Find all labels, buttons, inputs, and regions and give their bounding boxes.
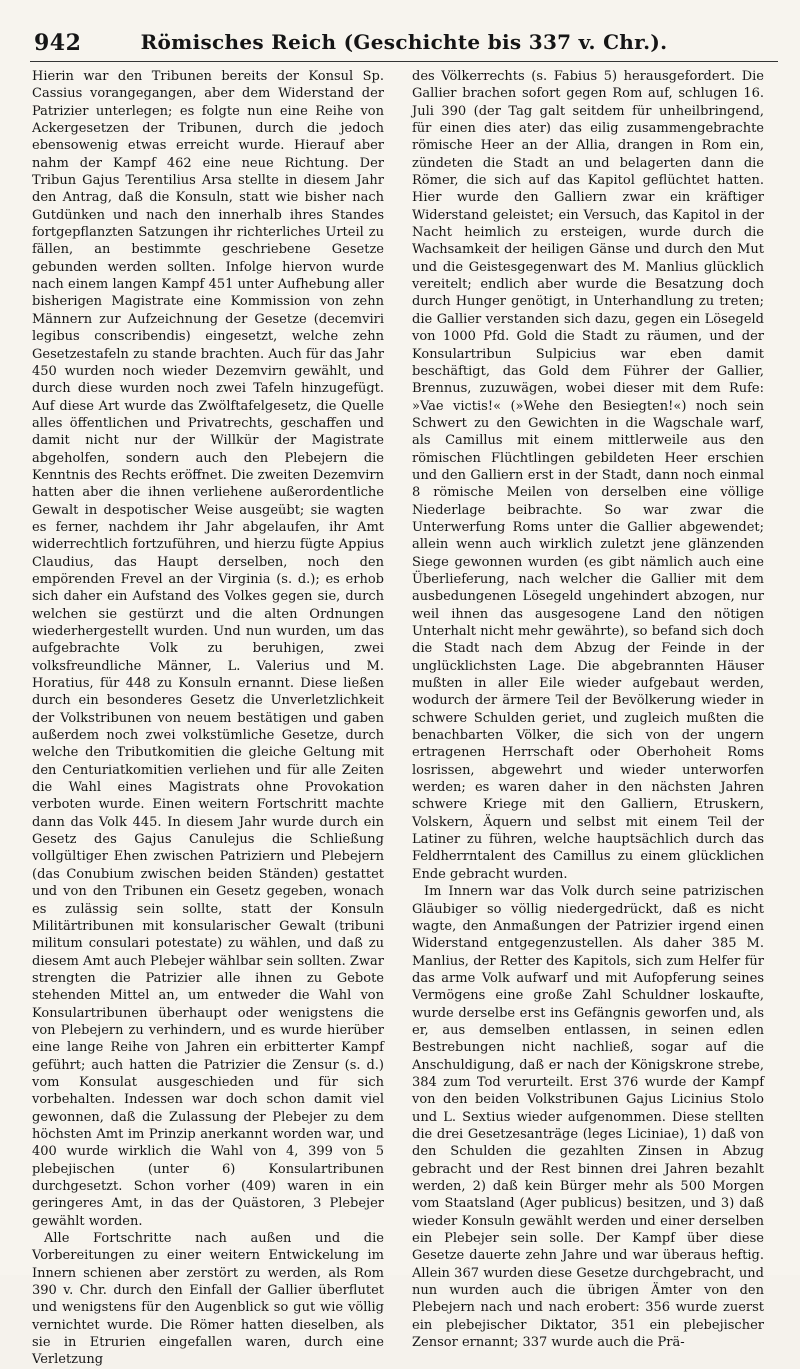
page-header xyxy=(30,30,778,56)
right-column xyxy=(412,68,764,1351)
running-title: Römisches Reich (Geschichte bis 337 v. Chr.). xyxy=(140,30,668,54)
right-paragraph-1: des Völkerrechts (s. Fabius 5) herausgefordert. Die Gallier brachen sofort gegen Rom auf, schlugen 16. Juli 390 (der Tag galt seitdem für unheilbringend, für einen dies ater) das eilig zusammengebrachte römische Heer an der Allia, drangen in Rom ein, zündeten die Stadt an und belagerten dann die Römer, die sich auf das Kapitol geflüchtet hatten. Hier wurde den Galliern zwar ein kräftiger Widerstand geleistet; ein Versuch, das Kapitol in der Nacht heimlich zu ersteigen, wurde durch die Wachsamkeit der heiligen Gänse und durch den Mut und die Geistesgegenwart des M. Manlius glücklich vereitelt; endlich aber wurde die Besatzung doch durch Hunger genötigt, in Unterhandlung zu treten; die Gallier verstanden sich dazu, gegen ein Lösegeld von 1000 Pfd. Gold die Stadt zu räumen, und der Konsulartribun Sulpicius war eben damit beschäftigt, das Gold dem Führer der Gallier, Brennus, zuzuwägen, wobei dieser mit dem Rufe: »Vae victis!« (»Wehe den Besiegten!«) noch sein Schwert zu den Gewichten in die Wagschale warf, als Camillus mit einem mittlerweile aus den römischen Flüchtlingen gebildeten Heer erschien und den Galliern erst in der Stadt, dann noch einmal 8 römische Meilen von derselben eine völlige Niederlage beibrachte. So war zwar die Unterwerfung Roms unter die Gallier abgewendet; allein wenn auch wirklich zuletzt jene glänzenden Siege gewonnen wurden (es gibt nämlich auch eine Überlieferung, nach welcher die Gallier mit dem ausbedungenen Lösegeld ungehindert abzogen, nur weil ihnen das ausgesogene Land den nötigen Unterhalt nicht mehr gewährte), so befand sich doch die Stadt nach dem Abzug der Feinde in der unglücklichsten Lage. Die abgebrannten Häuser mußten in aller Eile wieder aufgebaut werden, wodurch der ärmere Teil der Bevölkerung wieder in schwere Schulden geriet, und zugleich mußten die benachbarten Völker, die sich von der ungern ertragenen Herrschaft oder Oberhoheit Roms losrissen, abgewehrt und wieder unterworfen werden; es waren daher in den nächsten Jahren schwere Kriege mit den Galliern, Etruskern, Volskern, Äquern und selbst mit einem Teil der Latiner zu führen, welche hauptsächlich durch das Feldherrntalent des Camillus zu einem glücklichen Ende gebracht wurden. xyxy=(412,69,764,882)
page-number: 942 xyxy=(34,30,82,56)
right-paragraph-2: Im Innern war das Volk durch seine patrizischen Gläubiger so völlig niedergedrückt, daß es nicht wagte, den Anmaßungen der Patrizier irgend einen Widerstand entgegenzustellen. Als daher 385 M. Manlius, der Retter des Kapitols, sich zum Helfer für das arme Volk aufwarf und mit Aufopferung seines Vermögens eine große Zahl Schuldner loskaufte, wurde derselbe erst ins Gefängnis geworfen und, als er, aus demselben entlassen, in seinen edlen Bestrebungen nicht nachließ, sogar auf die Anschuldigung, daß er nach der Königskrone strebe, 384 zum Tod verurteilt. Erst 376 wurde der Kampf von den beiden Volkstribunen Gajus Licinius Stolo und L. Sextius wieder aufgenommen. Diese stellten die drei Gesetzesanträge (leges Liciniae), 1) daß von den Schulden die gezahlten Zinsen in Abzug gebracht und der Rest binnen drei Jahren bezahlt werden, 2) daß kein Bürger mehr als 500 Morgen vom Staatsland (Ager publicus) besitzen, und 3) daß wieder Konsuln gewählt werden und einer derselben ein Plebejer sein solle. Der Kampf über diese Gesetze dauerte zehn Jahre und war überaus heftig. Allein 367 wurden diese Gesetze durchgebracht, und nun wurden auch die übrigen Ämter von den Plebejern nach und nach erobert: 356 wurde zuerst ein plebejischer Diktator, 351 ein plebejischer Zensor ernannt; 337 wurde auch die Prä- xyxy=(412,884,764,1351)
header-rule xyxy=(30,61,778,62)
left-paragraph-2: Alle Fortschritte nach außen und die Vorbereitungen zu einer weitern Entwickelung im Innern schienen aber zerstört zu werden, als Rom 390 v. Chr. durch den Einfall der Gallier überflutet und wenigstens für den Augenblick so gut wie völlig vernichtet wurde. Die Römer hatten dieselben, als sie in Etrurien eingefallen waren, durch eine Verletzung xyxy=(32,1231,384,1368)
left-column xyxy=(32,68,385,1368)
left-paragraph-1: Hierin war den Tribunen bereits der Konsul Sp. Cassius vorangegangen, aber dem Widerstand der Patrizier unterlegen; es folgte nun eine Reihe von Ackergesetzen der Tribunen, durch die jedoch ebensowenig etwas erreicht wurde. Hierauf aber nahm der Kampf 462 eine neue Richtung. Der Tribun Gajus Terentilius Arsa stellte in diesem Jahr den Antrag, daß die Konsuln, statt wie bisher nach Gutdünken und nach den innerhalb ihres Standes fortgepflanzten Satzungen ihr richterliches Urteil zu fällen, an bestimmte geschriebene Gesetze gebunden werden sollten. Infolge hiervon wurde nach einem langen Kampf 451 unter Aufhebung aller bisherigen Magistrate eine Kommission von zehn Männern zur Aufzeichnung der Gesetze (decemviri legibus conscribendis) eingesetzt, welche zehn Gesetzestafeln zu stande brachten. Auch für das Jahr 450 wurden noch wieder Dezemvirn gewählt, und durch diese wurden noch zwei Tafeln hinzugefügt. Auf diese Art wurde das Zwölftafelgesetz, die Quelle alles öffentlichen und Privatrechts, geschaffen und damit nicht nur der Willkür der Magistrate abgeholfen, sondern auch den Plebejern die Kenntnis des Rechts eröffnet. Die zweiten Dezemvirn hatten aber die ihnen verliehene außerordentliche Gewalt in despotischer Weise ausgeübt; sie wagten es ferner, nachdem ihr Jahr abgelaufen, ihr Amt widerrechtlich fortzuführen, und hierzu fügte Appius Claudius, das Haupt derselben, noch den empörenden Frevel an der Virginia (s. d.); es erhob sich daher ein Aufstand des Volkes gegen sie, durch welchen sie gestürzt und die alten Ordnungen wiederhergestellt wurden. Und nun wurden, um das aufgebrachte Volk zu beruhigen, zwei volksfreundliche Männer, L. Valerius und M. Horatius, für 448 zu Konsuln ernannt. Diese ließen durch ein besonderes Gesetz die Unverletzlichkeit der Volkstribunen von neuem bestätigen und gaben außerdem noch zwei volkstümliche Gesetze, durch welche den Tributkomitien die gleiche Geltung mit den Centuriatkomitien verliehen und für alle Zeiten die Wahl eines Magistrats ohne Provokation verboten wurde. Einen weitern Fortschritt machte dann das Volk 445. In diesem Jahr wurde durch ein Gesetz des Gajus Canulejus die Schließung vollgültiger Ehen zwischen Patriziern und Plebejern (das Conubium zwischen beiden Ständen) gestattet und von den Tribunen ein Gesetz gegeben, wonach es zulässig sein sollte, statt der Konsuln Militärtribunen mit konsularischer Gewalt (tribuni militum consulari potestate) zu wählen, und daß zu diesem Amt auch Plebejer wählbar sein sollten. Zwar strengten die Patrizier alle ihnen zu Gebote stehenden Mittel an, um entweder die Wahl von Konsulartribunen überhaupt oder wenigstens die von Plebejern zu verhindern, und es wurde hierüber eine lange Reihe von Jahren ein erbitterter Kampf geführt; auch hatten die Patrizier die Zensur (s. d.) vom Konsulat ausgeschieden und für sich vorbehalten. Indessen war doch schon damit viel gewonnen, daß die Zulassung der Plebejer zu dem höchsten Amt im Prinzip anerkannt worden war, und 400 wurde wirklich die Wahl von 4, 399 von 5 plebejischen (unter 6) Konsulartribunen durchgesetzt. Schon vorher (409) waren in ein geringeres Amt, in das der Quästoren, 3 Plebejer gewählt worden. xyxy=(32,69,385,1229)
